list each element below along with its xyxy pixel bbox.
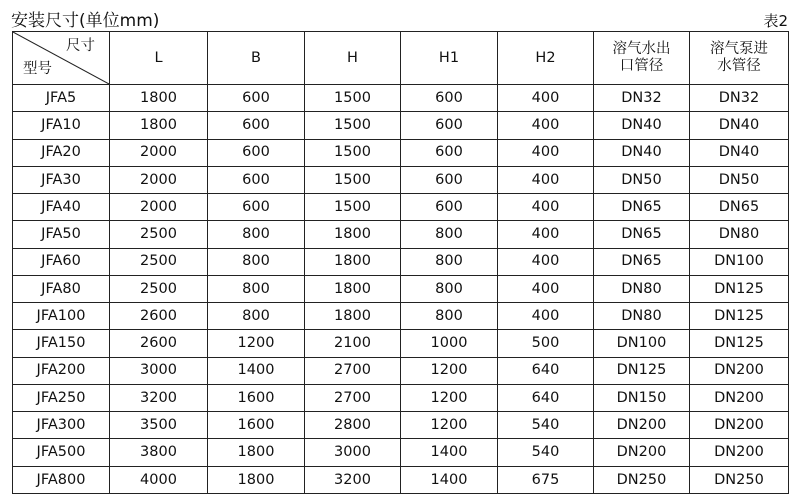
cell-h2: 400: [498, 139, 594, 166]
cell-h1: 800: [401, 275, 498, 302]
cell-h1: 600: [401, 85, 498, 112]
cell-b: 1600: [208, 384, 305, 411]
cell-model: JFA800: [13, 466, 110, 493]
cell-model: JFA80: [13, 275, 110, 302]
table-title: 安装尺寸(单位mm): [11, 11, 160, 31]
column-header-outlet-pipe: [594, 32, 690, 85]
cell-h1: 600: [401, 112, 498, 139]
table-row: [13, 248, 789, 275]
cell-outlet-pipe: DN100: [594, 330, 690, 357]
cell-h: 2700: [305, 357, 401, 384]
column-header-h: H: [305, 32, 401, 85]
cell-model: JFA40: [13, 194, 110, 221]
cell-model: JFA300: [13, 412, 110, 439]
cell-l: 1800: [110, 112, 208, 139]
cell-outlet-pipe: DN200: [594, 412, 690, 439]
column-header-outlet-pipe-label: 溶气水出口管径: [612, 41, 671, 74]
cell-b: 1600: [208, 412, 305, 439]
cell-b: 600: [208, 139, 305, 166]
cell-l: 2600: [110, 330, 208, 357]
cell-outlet-pipe: DN65: [594, 194, 690, 221]
cell-model: JFA150: [13, 330, 110, 357]
cell-h: 1500: [305, 85, 401, 112]
table-row: [13, 466, 789, 493]
cell-h1: 600: [401, 194, 498, 221]
table-row: [13, 85, 789, 112]
cell-pump-inlet-pipe: DN200: [690, 439, 789, 466]
cell-l: 2000: [110, 166, 208, 193]
cell-h: 3200: [305, 466, 401, 493]
cell-h1: 1200: [401, 412, 498, 439]
cell-h1: 1200: [401, 384, 498, 411]
cell-model: JFA5: [13, 85, 110, 112]
cell-pump-inlet-pipe: DN50: [690, 166, 789, 193]
cell-h: 3000: [305, 439, 401, 466]
cell-l: 2500: [110, 221, 208, 248]
cell-h2: 400: [498, 85, 594, 112]
cell-pump-inlet-pipe: DN80: [690, 221, 789, 248]
cell-model: JFA20: [13, 139, 110, 166]
cell-outlet-pipe: DN50: [594, 166, 690, 193]
cell-h2: 400: [498, 112, 594, 139]
cell-b: 600: [208, 85, 305, 112]
cell-outlet-pipe: DN150: [594, 384, 690, 411]
cell-b: 1800: [208, 439, 305, 466]
installation-dimensions-table: [12, 31, 789, 494]
header-row: [13, 32, 789, 85]
cell-h2: 640: [498, 357, 594, 384]
corner-label-size: 尺寸: [66, 38, 95, 54]
cell-h2: 640: [498, 384, 594, 411]
table-body: [13, 85, 789, 494]
corner-header-cell: [13, 32, 110, 85]
cell-pump-inlet-pipe: DN200: [690, 384, 789, 411]
cell-outlet-pipe: DN65: [594, 221, 690, 248]
cell-b: 600: [208, 112, 305, 139]
cell-pump-inlet-pipe: DN32: [690, 85, 789, 112]
cell-model: JFA10: [13, 112, 110, 139]
cell-outlet-pipe: DN65: [594, 248, 690, 275]
column-header-pump-inlet-pipe-label: 溶气泵进水管径: [709, 41, 768, 74]
cell-l: 3800: [110, 439, 208, 466]
cell-pump-inlet-pipe: DN200: [690, 412, 789, 439]
column-header-l: L: [110, 32, 208, 85]
cell-l: 2500: [110, 275, 208, 302]
cell-b: 800: [208, 221, 305, 248]
cell-h2: 400: [498, 221, 594, 248]
cell-h1: 800: [401, 248, 498, 275]
cell-l: 2500: [110, 248, 208, 275]
table-row: [13, 194, 789, 221]
cell-h1: 1400: [401, 466, 498, 493]
cell-h1: 600: [401, 166, 498, 193]
cell-h1: 1200: [401, 357, 498, 384]
table-row: [13, 384, 789, 411]
cell-model: JFA50: [13, 221, 110, 248]
cell-pump-inlet-pipe: DN40: [690, 112, 789, 139]
cell-b: 800: [208, 248, 305, 275]
table-row: [13, 357, 789, 384]
cell-model: JFA30: [13, 166, 110, 193]
cell-h2: 540: [498, 412, 594, 439]
cell-h2: 400: [498, 248, 594, 275]
cell-pump-inlet-pipe: DN125: [690, 275, 789, 302]
cell-h: 2100: [305, 330, 401, 357]
cell-h: 1500: [305, 112, 401, 139]
cell-outlet-pipe: DN40: [594, 139, 690, 166]
cell-model: JFA250: [13, 384, 110, 411]
cell-l: 2600: [110, 303, 208, 330]
cell-outlet-pipe: DN80: [594, 303, 690, 330]
cell-h: 1500: [305, 194, 401, 221]
cell-h2: 400: [498, 303, 594, 330]
cell-b: 800: [208, 303, 305, 330]
cell-model: JFA500: [13, 439, 110, 466]
cell-pump-inlet-pipe: DN125: [690, 303, 789, 330]
cell-model: JFA200: [13, 357, 110, 384]
cell-h2: 400: [498, 166, 594, 193]
cell-l: 2000: [110, 139, 208, 166]
cell-h: 1500: [305, 166, 401, 193]
cell-model: JFA60: [13, 248, 110, 275]
table-row: [13, 439, 789, 466]
column-header-b: B: [208, 32, 305, 85]
table-row: [13, 330, 789, 357]
cell-outlet-pipe: DN40: [594, 112, 690, 139]
cell-h: 1800: [305, 275, 401, 302]
cell-h1: 1400: [401, 439, 498, 466]
cell-outlet-pipe: DN125: [594, 357, 690, 384]
cell-h2: 500: [498, 330, 594, 357]
cell-l: 3500: [110, 412, 208, 439]
table-row: [13, 139, 789, 166]
column-header-h1: H1: [401, 32, 498, 85]
column-header-pump-inlet-pipe: [690, 32, 789, 85]
cell-h2: 400: [498, 275, 594, 302]
cell-h1: 600: [401, 139, 498, 166]
cell-h2: 675: [498, 466, 594, 493]
cell-l: 3200: [110, 384, 208, 411]
cell-outlet-pipe: DN200: [594, 439, 690, 466]
table-row: [13, 112, 789, 139]
cell-model: JFA100: [13, 303, 110, 330]
cell-b: 1400: [208, 357, 305, 384]
cell-h1: 800: [401, 221, 498, 248]
cell-b: 600: [208, 194, 305, 221]
table-row: [13, 412, 789, 439]
table-row: [13, 275, 789, 302]
corner-label-model: 型号: [23, 61, 52, 78]
cell-h: 1800: [305, 221, 401, 248]
cell-l: 1800: [110, 85, 208, 112]
cell-h1: 1000: [401, 330, 498, 357]
cell-outlet-pipe: DN80: [594, 275, 690, 302]
cell-h1: 800: [401, 303, 498, 330]
cell-h2: 400: [498, 194, 594, 221]
table-number: 表2: [763, 12, 788, 30]
cell-b: 800: [208, 275, 305, 302]
cell-h: 2700: [305, 384, 401, 411]
cell-b: 1200: [208, 330, 305, 357]
cell-h: 1500: [305, 139, 401, 166]
cell-h2: 540: [498, 439, 594, 466]
table-row: [13, 221, 789, 248]
cell-l: 4000: [110, 466, 208, 493]
cell-pump-inlet-pipe: DN100: [690, 248, 789, 275]
cell-l: 3000: [110, 357, 208, 384]
cell-pump-inlet-pipe: DN250: [690, 466, 789, 493]
cell-outlet-pipe: DN250: [594, 466, 690, 493]
cell-h: 1800: [305, 248, 401, 275]
cell-b: 600: [208, 166, 305, 193]
cell-pump-inlet-pipe: DN65: [690, 194, 789, 221]
cell-h: 1800: [305, 303, 401, 330]
cell-h: 2800: [305, 412, 401, 439]
cell-pump-inlet-pipe: DN40: [690, 139, 789, 166]
cell-l: 2000: [110, 194, 208, 221]
cell-b: 1800: [208, 466, 305, 493]
cell-pump-inlet-pipe: DN200: [690, 357, 789, 384]
cell-outlet-pipe: DN32: [594, 85, 690, 112]
table-row: [13, 303, 789, 330]
table-row: [13, 166, 789, 193]
column-header-h2: H2: [498, 32, 594, 85]
cell-pump-inlet-pipe: DN125: [690, 330, 789, 357]
